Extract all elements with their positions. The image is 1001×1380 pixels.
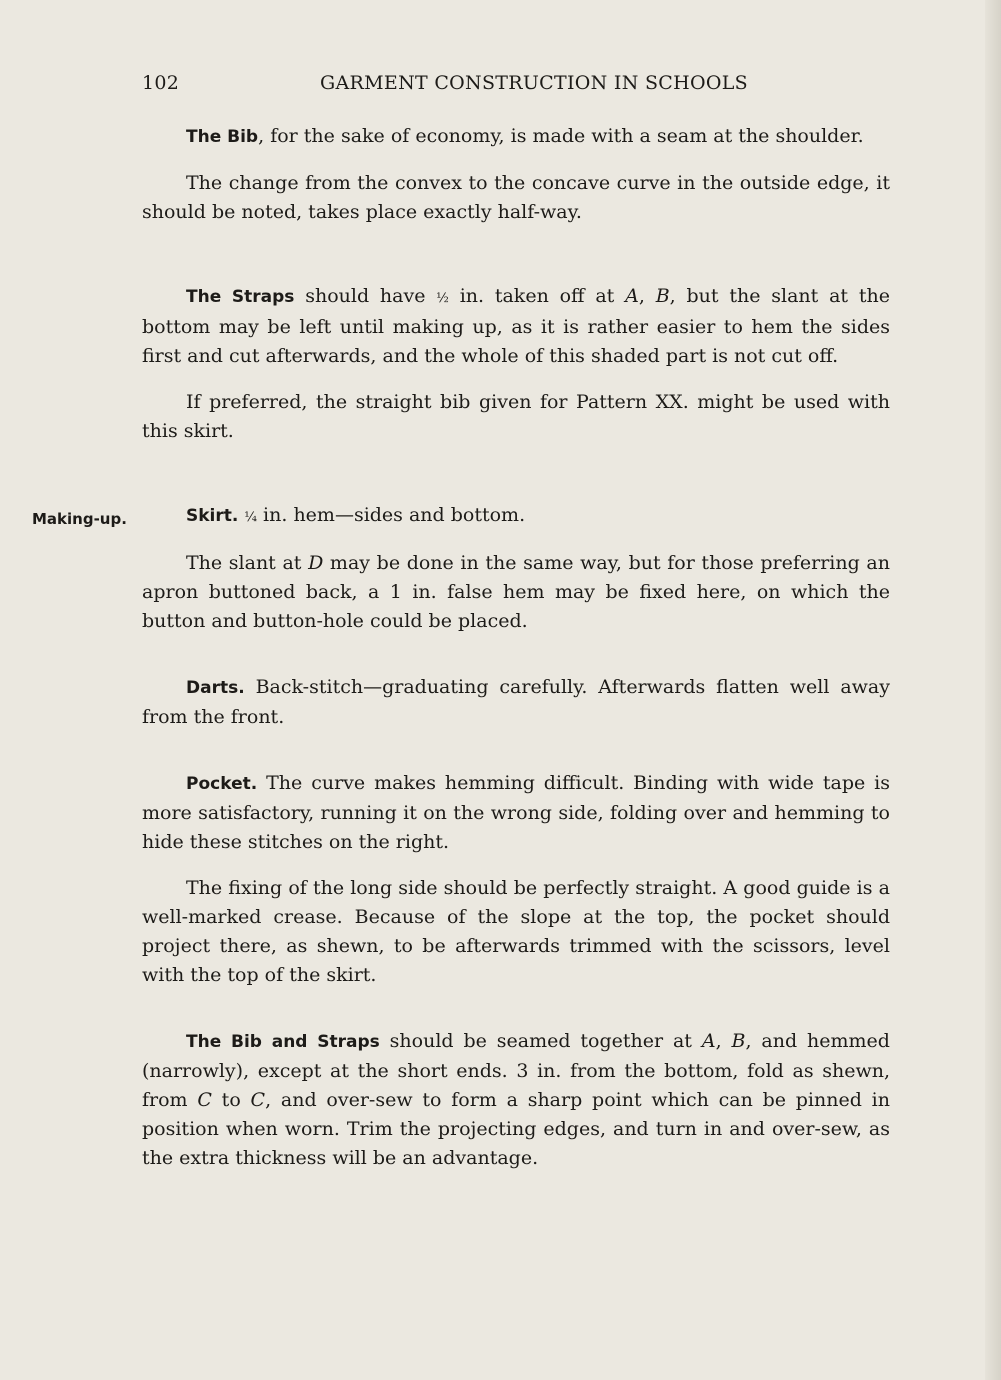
paragraph-bib-straps (142, 1027, 890, 1173)
paragraph-text: , and hemmed (narrowly), except at the short ends. 3 in. from the bottom, fold as shewn, from (142, 1030, 890, 1111)
paragraph-text: to (211, 1089, 251, 1111)
page-edge (985, 0, 1001, 1380)
paragraph-curve: The change from the convex to the concave curve in the outside edge, it should be noted, takes place exactly half-way. (142, 172, 890, 223)
running-title: GARMENT CONSTRUCTION IN SCHOOLS (320, 72, 748, 94)
separator: , (715, 1030, 732, 1052)
point-label: C (250, 1089, 266, 1111)
separator: , (638, 285, 656, 307)
paragraph-text: should have (294, 285, 437, 307)
point-label: C (197, 1089, 212, 1111)
paragraph-preferred: If preferred, the straight bib given for Pattern XX. might be used with this skirt. (142, 391, 890, 442)
paragraph-slant (142, 549, 890, 636)
run-in-heading: Darts. (186, 678, 245, 698)
paragraph-text: Back-stitch—graduating carefully. Afterwards flatten well away from the front. (142, 676, 890, 728)
paragraph-text: The curve makes hemming difficult. Binding with wide tape is more satisfactory, running it on the wrong side, folding over and hemming to hide these stitches on the right. (142, 772, 890, 853)
paragraph-text: may be done in the same way, but for those preferring an apron buttoned back, a 1 in. false hem may be fixed here, on which the button and button-hole could be placed. (142, 552, 890, 632)
page-number: 102 (142, 72, 180, 94)
point-label: A (701, 1030, 716, 1052)
paragraph-text: in. taken off at (448, 285, 626, 307)
run-in-heading: The Bib (186, 127, 259, 147)
paragraph-straps (142, 282, 890, 371)
run-in-heading: Pocket. (186, 774, 258, 794)
paragraph-bib (142, 122, 890, 152)
paragraph-text: , but the slant at the bottom may be left until making up, as it is rather easier to hem the sides first and cut afterwards, and the whole of this shaded part is not cut off. (142, 285, 890, 367)
paragraph-skirt (142, 501, 890, 532)
paragraph-pocket (142, 769, 890, 857)
paragraph-darts (142, 673, 890, 732)
point-label: B (655, 285, 670, 307)
body-text (142, 122, 890, 1173)
run-in-heading: The Straps (186, 287, 295, 307)
fraction: ¼ (244, 510, 258, 525)
point-label: A (625, 285, 639, 307)
paragraph-text: in. hem—sides and bottom. (257, 504, 526, 526)
paragraph-text: , and over-sew to form a sharp point which can be pinned in position when worn. Trim the projecting edges, and turn in and over-sew, as the extra thickness will be an advantage. (142, 1089, 890, 1169)
margin-note: Making-up. (32, 510, 127, 528)
run-in-heading: Skirt. (186, 506, 239, 526)
paragraph-fixing: The fixing of the long side should be perfectly straight. A good guide is a well-marked crease. Because of the slope at the top, the pocket should project there, as shewn, to be afterwards trimmed with the scissors, level with the top of the skirt. (142, 877, 890, 986)
paragraph-text: should be seamed together at (379, 1030, 702, 1052)
paragraph-text: , for the sake of economy, is made with a seam at the shoulder. (258, 125, 864, 147)
paragraph-text: The slant at (186, 552, 309, 574)
point-label: D (308, 552, 324, 574)
point-label: B (731, 1030, 746, 1052)
run-in-heading: The Bib and Straps (186, 1032, 380, 1052)
fraction: ½ (436, 291, 449, 306)
page-header (142, 72, 748, 102)
